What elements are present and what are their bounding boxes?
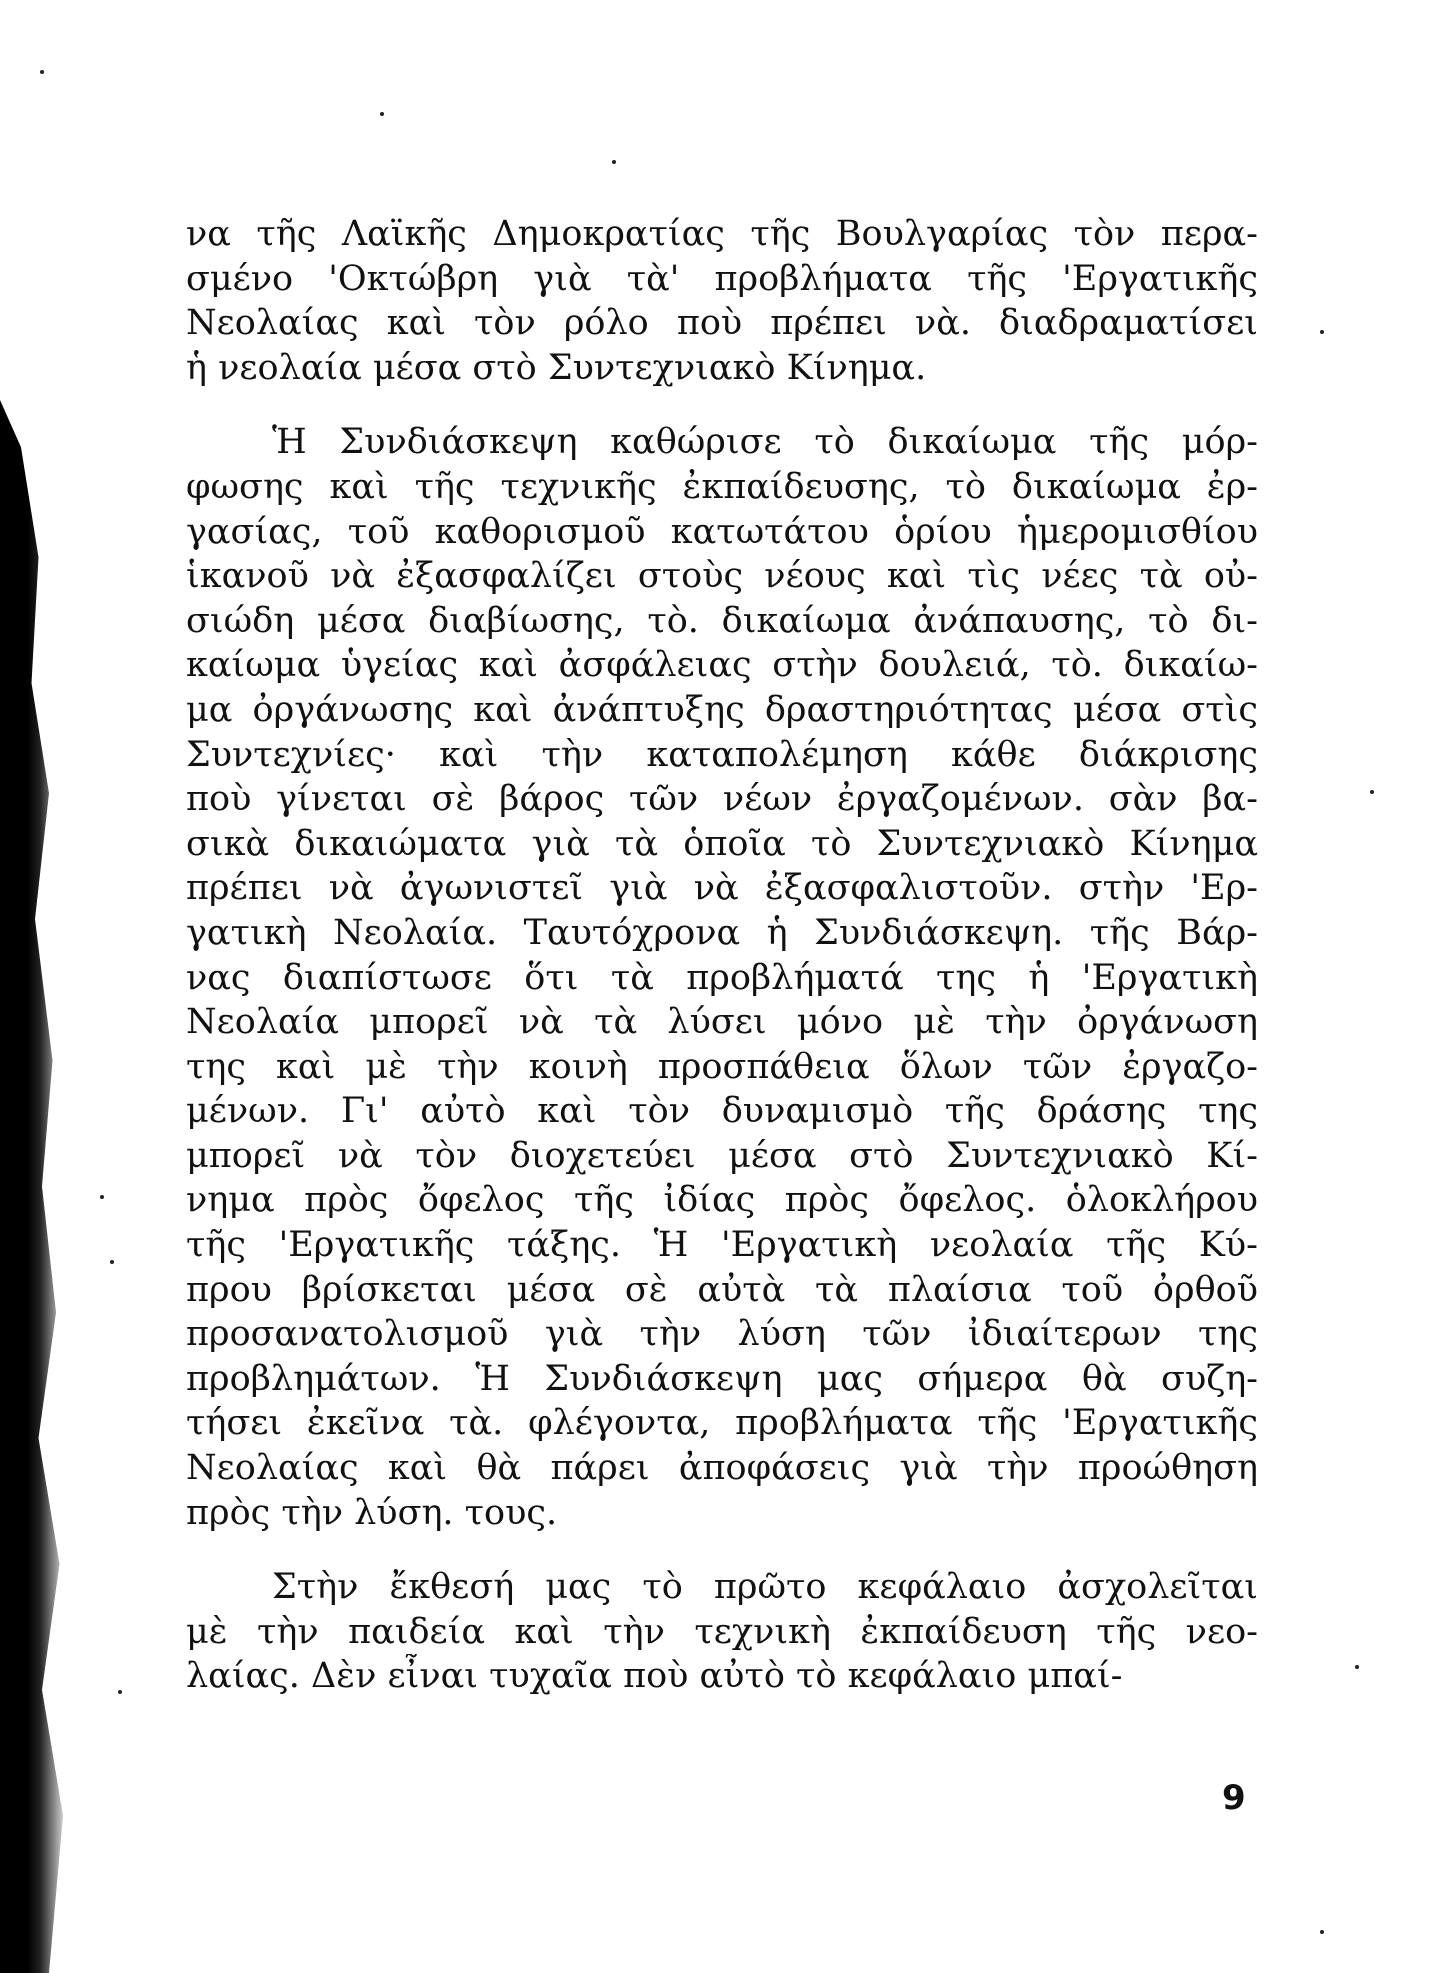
text-line: πρέπει νὰ ἀγωνιστεῖ γιὰ νὰ ἐξασφαλιστοῦν. στὴν 'Ερ- bbox=[186, 868, 1258, 909]
text-line: νας διαπίστωσε ὅτι τὰ προβλήματά της ἡ 'Εργατικὴ bbox=[186, 957, 1258, 998]
paragraph bbox=[186, 1565, 1258, 1699]
text-line: σμένο 'Οκτώβρη γιὰ τὰ' προβλήματα τῆς 'Εργατικῆς bbox=[186, 258, 1258, 299]
scan-speck bbox=[1370, 790, 1374, 794]
text-line: προσανατολισμοῦ γιὰ τὴν λύση τῶν ἰδιαίτερων της bbox=[186, 1314, 1258, 1355]
page-number: 9 bbox=[1222, 1778, 1246, 1818]
text-line: φωσης καὶ τῆς τεχνικῆς ἐκπαίδευσης, τὸ δικαίωμα ἐρ- bbox=[186, 466, 1258, 507]
text-line: Νεολαίας καὶ τὸν ρόλο ποὺ πρέπει νὰ. διαδραματίσει bbox=[186, 303, 1258, 344]
text-line: της καὶ μὲ τὴν κοινὴ προσπάθεια ὅλων τῶν ἐργαζο- bbox=[186, 1046, 1258, 1087]
text-line: προβλημάτων. Ἡ Συνδιάσκεψη μας σήμερα θὰ συζη- bbox=[186, 1358, 1258, 1399]
scan-speck bbox=[40, 70, 44, 74]
text-line: πρὸς τὴν λύση. τους. bbox=[186, 1492, 558, 1533]
text-line: σιώδη μέσα διαβίωσης, τὸ. δικαίωμα ἀνάπαυσης, τὸ δι- bbox=[186, 600, 1258, 641]
scan-speck bbox=[380, 112, 384, 116]
text-line: να τῆς Λαϊκῆς Δημοκρατίας τῆς Βουλγαρίας τὸν περα- bbox=[186, 214, 1258, 254]
text-line: Νεολαία μπορεῖ νὰ τὰ λύσει μόνο μὲ τὴν ὀργάνωση bbox=[186, 1002, 1258, 1043]
text-line: σικὰ δικαιώματα γιὰ τὰ ὁποῖα τὸ Συντεχνιακὸ Κίνημα bbox=[186, 823, 1258, 864]
text-line: Συντεχνίες· καὶ τὴν καταπολέμηση κάθε διάκρισης bbox=[186, 734, 1258, 775]
text-line: νημα πρὸς ὄφελος τῆς ἰδίας πρὸς ὄφελος. ὁλοκλήρου bbox=[186, 1180, 1258, 1221]
text-line: πρου βρίσκεται μέσα σὲ αὐτὰ τὰ πλαίσια τοῦ ὀρθοῦ bbox=[186, 1269, 1258, 1310]
text-line: γατικὴ Νεολαία. Ταυτόχρονα ἡ Συνδιάσκεψη. τῆς Βάρ- bbox=[186, 912, 1258, 953]
scan-speck bbox=[1320, 330, 1324, 334]
scan-speck bbox=[100, 1195, 104, 1199]
text-line: μα ὀργάνωσης καὶ ἀνάπτυξης δραστηριότητας μέσα στὶς bbox=[186, 689, 1258, 730]
text-line: λαίας. Δὲν εἶναι τυχαῖα ποὺ αὐτὸ τὸ κεφάλαιο μπαί- bbox=[186, 1656, 1123, 1697]
text-line: τήσει ἐκεῖνα τὰ. φλέγοντα, προβλήματα τῆς 'Εργατικῆς bbox=[186, 1403, 1258, 1444]
paragraph bbox=[186, 212, 1258, 390]
text-line: μπορεῖ νὰ τὸν διοχετεύει μέσα στὸ Συντεχνιακὸ Κί- bbox=[186, 1135, 1258, 1176]
paragraph bbox=[186, 420, 1258, 1535]
text-line: ἡ νεολαία μέσα στὸ Συντεχνιακὸ Κίνημα. bbox=[186, 347, 927, 388]
text-line: Ἡ Συνδιάσκεψη καθώρισε τὸ δικαίωμα τῆς μόρ- bbox=[272, 422, 1258, 463]
text-line: ποὺ γίνεται σὲ βάρος τῶν νέων ἐργαζομένων. σὰν βα- bbox=[186, 779, 1258, 820]
text-line: Στὴν ἔκθεσή μας τὸ πρῶτο κεφάλαιο ἀσχολεῖται bbox=[272, 1567, 1258, 1608]
text-line: ἱκανοῦ νὰ ἐξασφαλίζει στοὺς νέους καὶ τὶς νέες τὰ οὐ- bbox=[186, 556, 1258, 597]
scan-speck bbox=[612, 160, 616, 164]
text-line: τῆς 'Εργατικῆς τάξης. Ἡ 'Εργατικὴ νεολαία τῆς Κύ- bbox=[186, 1225, 1258, 1266]
text-line: καίωμα ὑγείας καὶ ἀσφάλειας στὴν δουλειά, τὸ. δικαίω- bbox=[186, 645, 1258, 686]
paragraph-gap bbox=[186, 390, 1258, 420]
scan-speck bbox=[1320, 1930, 1324, 1934]
text-line: γασίας, τοῦ καθορισμοῦ κατωτάτου ὁρίου ἡμερομισθίου bbox=[186, 511, 1258, 552]
scan-speck bbox=[118, 1690, 122, 1694]
paragraph-gap bbox=[186, 1535, 1258, 1565]
page-body bbox=[186, 212, 1258, 1699]
text-line: μένων. Γι' αὐτὸ καὶ τὸν δυναμισμὸ τῆς δράσης της bbox=[186, 1091, 1258, 1132]
scan-speck bbox=[1355, 1665, 1359, 1669]
text-line: Νεολαίας καὶ θὰ πάρει ἀποφάσεις γιὰ τὴν προώθηση bbox=[186, 1448, 1258, 1489]
scan-dark-edge bbox=[0, 400, 70, 1973]
text-line: μὲ τὴν παιδεία καὶ τὴν τεχνικὴ ἐκπαίδευση τῆς νεο- bbox=[186, 1611, 1258, 1652]
scan-speck bbox=[110, 1260, 114, 1264]
